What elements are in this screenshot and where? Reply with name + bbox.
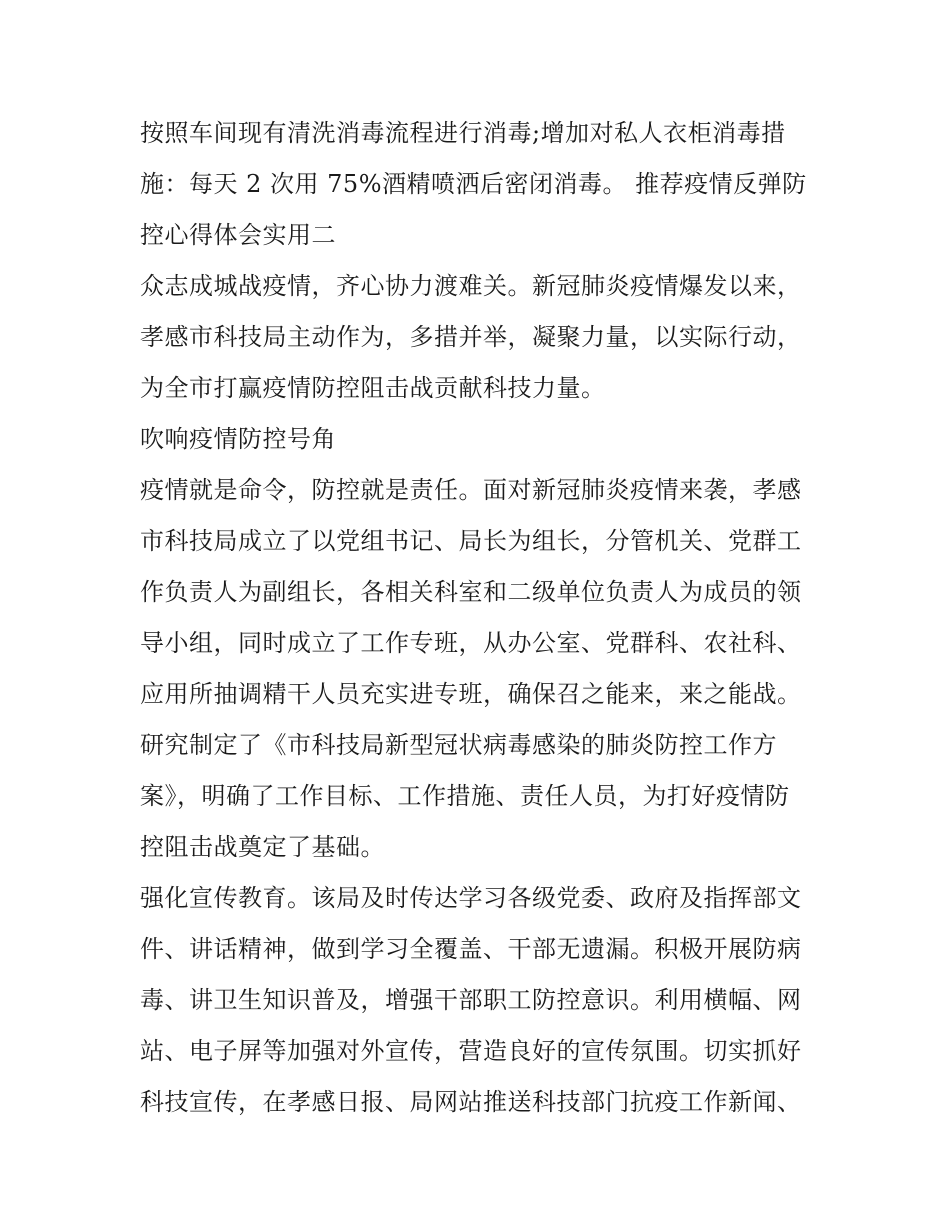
text-line: 控心得体会实用二: [140, 221, 336, 249]
text-line: 应用所抽调精干人员充实进专班，确保召之能来，来之能战。: [140, 680, 802, 708]
text-line: 科技宣传，在孝感日报、局网站推送科技部门抗疫工作新闻、: [140, 1088, 802, 1116]
text-line: 毒、讲卫生知识普及，增强干部职工防控意识。利用横幅、网: [140, 986, 802, 1014]
text-line: 件、讲话精神，做到学习全覆盖、干部无遗漏。积极开展防病: [140, 935, 802, 963]
document-body: [140, 108, 820, 1128]
text-line: 案》，明确了工作目标、工作措施、责任人员，为打好疫情防: [140, 782, 790, 810]
text-line: 市科技局成立了以党组书记、局长为组长，分管机关、党群工: [140, 527, 802, 555]
text-line: 控阻击战奠定了基础。: [140, 833, 385, 861]
text-line: 孝感市科技局主动作为，多措并举，凝聚力量，以实际行动，: [140, 323, 802, 351]
text-line: 研究制定了《市科技局新型冠状病毒感染的肺炎防控工作方: [140, 731, 777, 759]
text-line: 作负责人为副组长，各相关科室和二级单位负责人为成员的领: [140, 578, 802, 606]
text-line: 导小组，同时成立了工作专班，从办公室、党群科、农社科、: [140, 629, 802, 657]
text-line: 按照车间现有清洗消毒流程进行消毒;增加对私人衣柜消毒措: [140, 119, 786, 147]
text-line: 强化宣传教育。该局及时传达学习各级党委、政府及指挥部文: [140, 884, 802, 912]
text-line: 站、电子屏等加强对外宣传，营造良好的宣传氛围。切实抓好: [140, 1037, 802, 1065]
section-heading: 吹响疫情防控号角: [140, 425, 336, 453]
text-line: 为全市打赢疫情防控阻击战贡献科技力量。: [140, 374, 606, 402]
text-line: 疫情就是命令，防控就是责任。面对新冠肺炎疫情来袭，孝感: [140, 476, 802, 504]
text-line: 施：每天 2 次用 75%酒精喷洒后密闭消毒。 推荐疫情反弹防: [140, 170, 807, 198]
text-line: 众志成城战疫情，齐心协力渡难关。新冠肺炎疫情爆发以来，: [140, 272, 802, 300]
